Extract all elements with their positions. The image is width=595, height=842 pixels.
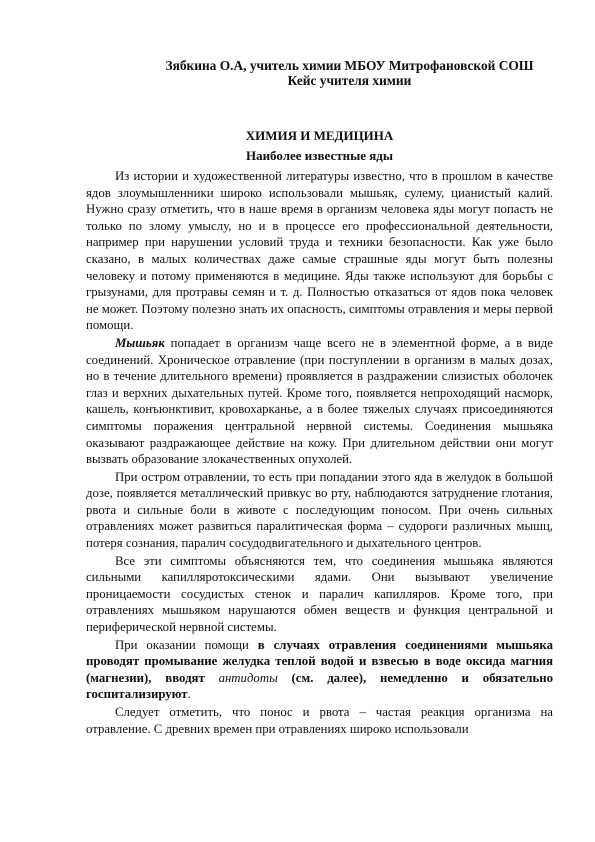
case-line: Кейс учителя химии — [287, 73, 412, 88]
paragraph-first-aid — [86, 637, 553, 703]
antidotes-term: антидоты — [218, 670, 278, 685]
first-aid-bold-2: (см. далее), немедленно и обязательно госпитализируют — [86, 670, 554, 702]
paragraph-arsenic — [86, 335, 553, 468]
term-arsenic: Мышьяк — [115, 335, 165, 350]
document-header — [86, 58, 553, 88]
paragraph-symptoms: Все эти симптомы объясняются тем, что соединения мышьяка являются сильными капилляротоксическими ядами. Они вызывают увеличение проницаемости сосудистых стенок и паралич капилляров. Кроме того, при отравлениях мышьяком нарушаются обмен веществ и функция центральной и периферической нервной системы. — [86, 553, 553, 635]
paragraph-acute-poisoning: При остром отравлении, то есть при попадании этого яда в желудок в большой дозе, появляется металлический привкус во рту, наблюдаются затруднение глотания, рвота и сильные боли в животе с последующим поносом. При очень сильных отравлениях может развиться паралитическая форма – судороги различных мышц, потеря сознания, паралич сосудодвигательного и дыхательного центров. — [86, 469, 553, 551]
first-aid-end: . — [187, 687, 191, 702]
document-body — [86, 168, 553, 737]
document-title: ХИМИЯ И МЕДИЦИНА — [245, 128, 394, 143]
author-line: Зябкина О.А, учитель химии МБОУ Митрофановской СОШ — [165, 58, 534, 73]
paragraph-intro: Из истории и художественной литературы известно, что в прошлом в качестве ядов злоумышленники широко использовали мышьяк, сулему, цианистый калий. Нужно сразу отметить, что в наше время в организм человека яды могут попасть не только по злому умыслу, но и в процессе его профессиональной деятельности, например при нарушении условий труда и техники безопасности. Как уже было сказано, в малых количествах даже самые страшные яды могут быть полезны человеку и потому применяются в медицине. Яды также используют для борьбы с грызунами, для протравы семян и т. д. Полностью отказаться от ядов пока человек не может. Поэтому полезно знать их опасность, симптомы отравления и меры первой помощи. — [86, 169, 553, 333]
paragraph-arsenic-text: попадает в организм чаще всего не в элементной форме, а в виде соединений. Хроническое отравление (при поступлении в организм в малых дозах, но в течение длительного времени) проявляется в раздражении слизистых оболочек глаз и верхних дыхательных путей. Кроме того, появляется непроходящий насморк, кашель, конъюнктивит, кровохарканье, а в более тяжелых случаях присоединяются симптомы поражения центральной нервной системы. Соединения мышьяка оказывают раздражающее действие на кожу. При длительном действии они могут вызвать образование злокачественных опухолей. — [86, 335, 553, 467]
section-subtitle: Наиболее известные яды — [245, 148, 394, 163]
paragraph-diarrhea: Следует отметить, что понос и рвота – частая реакция организма на отравление. С древних времен при отравлениях широко использовали — [86, 705, 553, 736]
first-aid-intro: При оказании помощи — [115, 637, 258, 652]
first-aid-bold-1: в случаях отравления соединениями мышьяка проводят промывание желудка теплой водой и взвесью в воде оксида магния (магнезии), вводят — [86, 637, 554, 685]
